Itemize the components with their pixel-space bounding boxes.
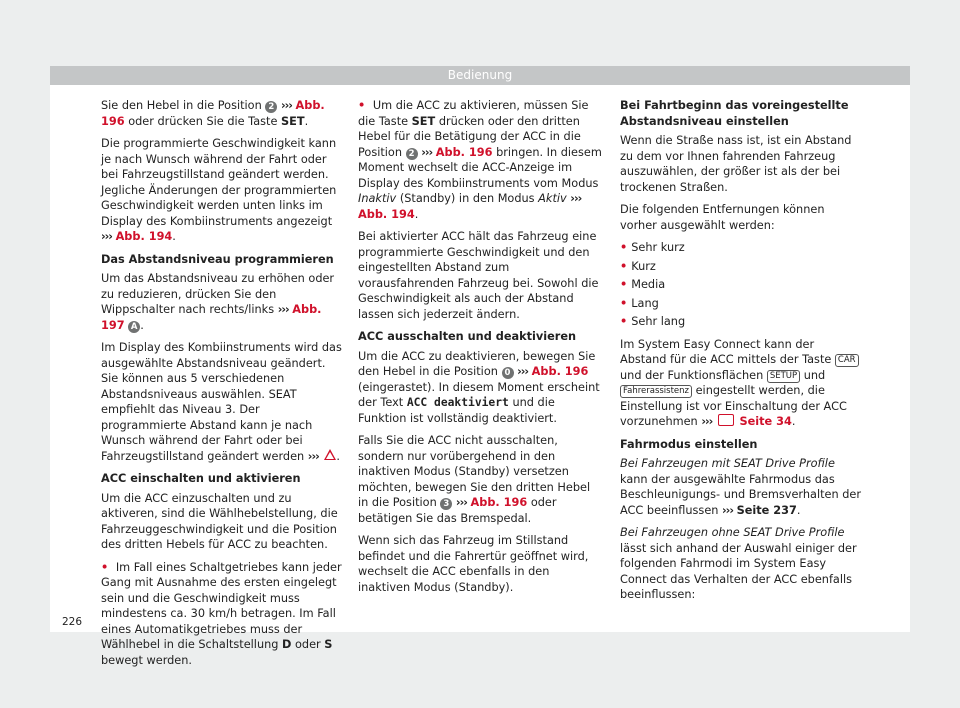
position-marker: 2 (265, 101, 277, 113)
display-message-text: ACC deaktiviert (406, 396, 509, 409)
section-heading: ACC ausschalten und deaktivieren (358, 330, 577, 343)
section-heading: Das Abstandsniveau programmieren (101, 252, 334, 266)
reference-arrow-icon: ››› (307, 449, 319, 463)
section-heading: Fahrmodus einstellen (620, 437, 758, 451)
paragraph: Bei aktivierter ACC hält das Fahrzeug eine programmierte Geschwindigkeit und den eingestellten Abstand zum vorausfahrenden Fahrzeug bei. Sowohl die Geschwindigkeit als auch der Abstand lassen sich jederzeit ändern. (358, 230, 599, 321)
figure-reference-link[interactable]: Abb. 196 (101, 99, 325, 128)
warning-icon[interactable] (324, 449, 336, 460)
bullet-icon: • (620, 278, 628, 291)
reference-arrow-icon: ››› (570, 192, 582, 205)
page-reference-link[interactable]: Seite 237 (736, 503, 797, 517)
car-key-symbol: CAR (835, 354, 859, 367)
list-item: • Sehr lang (620, 315, 686, 328)
column-2 (358, 98, 602, 602)
page-number: 226 (62, 616, 83, 628)
section-heading: Bei Fahrtbeginn das voreingestellte Abstandsniveau einstellen (620, 99, 849, 128)
list-item: • Lang (620, 296, 659, 310)
paragraph: Falls Sie die ACC nicht ausschalten, sondern nur vorübergehend in den inaktiven Modus (Standby) versetzen möchten, bewegen Sie den dritten Hebel in die Position 3 ››› Abb. 196 oder betätigen Sie das Bremspedal. (358, 434, 591, 525)
paragraph: Im Display des Kombiinstruments wird das ausgewählte Abstandsniveau geändert. Sie können aus 5 verschiedenen Abstandsniveaus auswählen. SEAT empfiehlt das Niveau 3. Der programmierte Abstand kann je nach Wunsch während der Fahrt oder bei Fahrzeugstillstand geändert werden ››› . (101, 341, 342, 463)
reference-arrow-icon: ››› (722, 503, 733, 517)
column-3 (620, 98, 864, 610)
list-item: • Sehr kurz (620, 241, 685, 254)
bullet-icon: • (358, 99, 366, 112)
position-marker: 0 (502, 367, 514, 379)
reference-arrow-icon: ››› (517, 365, 529, 378)
figure-reference-link[interactable]: Abb. 197 (101, 303, 322, 332)
figure-reference-link[interactable]: Abb. 194 (358, 207, 415, 221)
figure-reference-link[interactable]: Abb. 196 (435, 145, 493, 159)
bullet-icon: • (101, 560, 109, 574)
bullet-icon: • (620, 315, 628, 328)
figure-reference-link[interactable]: Abb. 196 (531, 365, 589, 378)
reference-arrow-icon: ››› (277, 303, 289, 316)
bullet-icon: • (620, 241, 628, 254)
fahrerassistenz-key-symbol: Fahrerassistenz (620, 385, 692, 398)
paragraph: Bei Fahrzeugen ohne SEAT Drive Profile lässt sich anhand der Auswahl einiger der folgenden Fahrmodi im System Easy Connect das Verhalten der ACC ebenfalls beeinflussen: (620, 526, 857, 601)
position-marker: 3 (440, 498, 452, 510)
paragraph: Um die ACC einzuschalten und zu aktiveren, sind die Wählhebelstellung, die Fahrzeuggeschwindigkeit und die Position des dritten Hebels für ACC zu beachten. (101, 491, 338, 551)
position-marker: 2 (406, 148, 418, 160)
bullet-paragraph: • Im Fall eines Schaltgetriebes kann jeder Gang mit Ausnahme des ersten eingelegt sein und die Geschwindigkeit muss mindestens ca. 30 km/h betragen. Im Fall eines Automatikgetriebes muss der Wählhebel in die Schaltstellung D oder S bewegt werden. (101, 560, 342, 667)
paragraph: Wenn sich das Fahrzeug im Stillstand befindet und die Fahrertür geöffnet wird, wechselt die ACC ebenfalls in den inaktiven Modus (Standby). (358, 534, 589, 594)
section-header: Bedienung (50, 66, 910, 85)
bullet-icon: • (620, 296, 628, 310)
paragraph: Die folgenden Entfernungen können vorher ausgewählt werden: (620, 203, 825, 232)
reference-arrow-icon: ››› (280, 99, 292, 112)
reference-arrow-icon: ››› (421, 145, 433, 159)
figure-reference-link[interactable]: Abb. 196 (470, 496, 528, 509)
reference-arrow-icon: ››› (455, 496, 467, 509)
list-item: • Kurz (620, 259, 656, 273)
bullet-paragraph: • Um die ACC zu aktivieren, müssen Sie die Taste SET drücken oder den dritten Hebel für die Betätigung der ACC in die Position 2 ››› Abb. 196 bringen. In diesem Moment wechselt die ACC-Anzeige im Display des Kombiinstruments vom Modus Inaktiv (Standby) in den Modus Aktiv ››› Abb. 194. (358, 99, 602, 221)
bullet-icon: • (620, 259, 628, 273)
paragraph: Bei Fahrzeugen mit SEAT Drive Profile kann der ausgewählte Fahrmodus das Beschleunigungs- und Bremsverhalten der ACC beeinflussen ››› Seite 237. (620, 457, 861, 517)
reference-arrow-icon: ››› (701, 415, 713, 428)
paragraph: Im System Easy Connect kann der Abstand für die ACC mittels der Taste CAR und der Funktionsflächen SETUP und Fahrerassistenz eingestellt werden, die Einstellung ist vor Einschaltung der ACC vorzunehmen ››› Seite 34. (620, 337, 864, 430)
set-key-symbol: SET (281, 114, 305, 128)
paragraph: Um das Abstandsniveau zu erhöhen oder zu reduzieren, drücken Sie den Wippschalter nach rechts/links ››› Abb. 197 A . (101, 272, 335, 332)
list-item: • Media (620, 278, 666, 291)
setup-key-symbol: SETUP (767, 370, 800, 383)
paragraph: Wenn die Straße nass ist, ist ein Abstand zu dem vor Ihnen fahrenden Fahrzeug auszuwählen, der größer ist als der bei trockenen Straßen. (620, 134, 852, 194)
page-reference-link[interactable]: Seite 34 (739, 415, 792, 428)
paragraph: Um die ACC zu deaktivieren, bewegen Sie den Hebel in die Position 0 ››› Abb. 196 (eingerastet). In diesem Moment erscheint der Text ACC deaktiviert und die Funktion ist vollständig deaktiviert. (358, 349, 600, 425)
paragraph: Sie den Hebel in die Position 2 ››› Abb. 196 oder drücken Sie die Taste SET. (101, 99, 325, 128)
figure-reference-link[interactable]: Abb. 194 (115, 230, 173, 243)
reference-arrow-icon: ››› (101, 230, 112, 243)
position-marker: A (128, 321, 140, 333)
paragraph: Die programmierte Geschwindigkeit kann je nach Wunsch während der Fahrt oder bei Fahrzeugstillstand geändert werden. Jegliche Änderungen der programmierten Geschwindigkeit werden unten links im Display des Kombiinstruments angezeigt ››› Abb. 194. (101, 137, 337, 243)
column-1 (101, 98, 345, 675)
set-key-symbol: SET (411, 114, 436, 128)
section-heading: ACC einschalten und aktivieren (101, 472, 301, 485)
distance-list (620, 240, 864, 330)
book-icon (718, 414, 734, 426)
